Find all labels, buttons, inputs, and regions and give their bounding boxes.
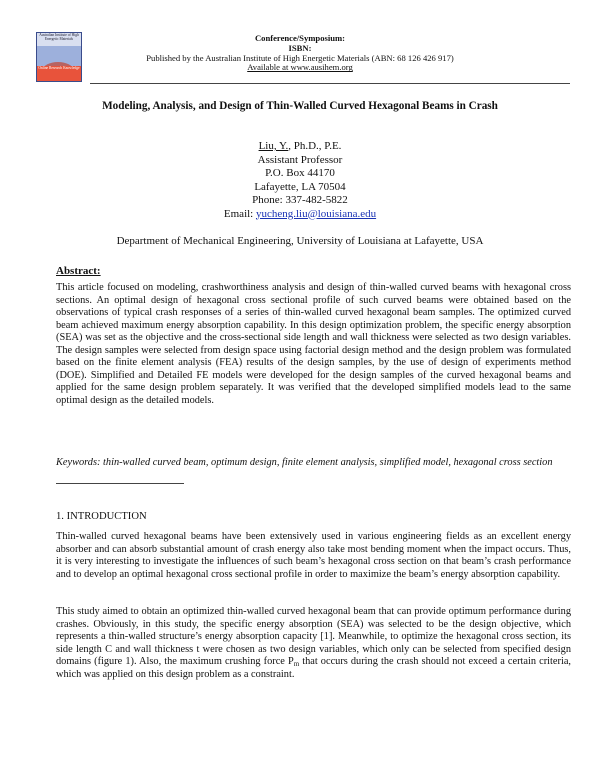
author-name-line	[0, 140, 600, 154]
abstract-heading: Abstract:	[56, 265, 101, 277]
intro-paragraph-1: Thin-walled curved hexagonal beams have been extensively used in various engineering fields as an excellent energy absorber and can absorb substantial amount of crash energy also take most bending moment when the impact occurs. Thus, it is very interesting to investigate the influences of such beam’s hexagonal cross section on that beam’s crash performance and to develop an optimal hexagonal cross sectional profile in order to maximize the beam’s energy absorption capability.	[56, 531, 571, 580]
availability-link[interactable]: Available at www.ausihem.org	[247, 62, 353, 73]
author-email-line	[0, 208, 600, 222]
section-heading-introduction: 1. INTRODUCTION	[56, 511, 147, 522]
force-subscript: m	[293, 660, 300, 668]
email-label: Email:	[223, 207, 256, 220]
logo-top-text: Australian Institute of High Energetic Materials	[37, 33, 81, 46]
author-po-box: P.O. Box 44170	[265, 167, 335, 179]
conference-label: Conference/Symposium:	[254, 33, 346, 43]
author-name: Liu, Y.	[258, 140, 289, 152]
intro-paragraph-2-end: that occurs during the crash should not exceed a certain criteria, which was applied on this design problem as a constraint.	[56, 656, 571, 680]
author-phone: Phone: 337-482-5822	[252, 194, 348, 206]
author-position: Assistant Professor	[257, 153, 343, 166]
isbn-label: ISBN:	[288, 42, 312, 53]
keywords-divider	[56, 483, 184, 484]
affiliation: Department of Mechanical Engineering, University of Louisiana at Lafayette, USA	[116, 235, 484, 247]
page-header	[0, 34, 600, 73]
author-degrees: , Ph.D., P.E.	[288, 140, 342, 152]
header-divider	[90, 83, 570, 84]
author-city: Lafayette, LA 70504	[254, 180, 346, 193]
publisher-line: Published by the Australian Institute of High Energetic Materials (ABN: 68 126 426 917)	[146, 52, 454, 63]
logo-bottom-text: Online Research Knowledge	[37, 66, 81, 81]
intro-paragraph-2-start: This study aimed to obtain an optimized thin-walled curved hexagonal beam that can provide optimum performance during crashes. Obviously, in this study, the specific energy absorption (SEA) was selected to be the design objective, which represents a thin-walled structure’s energy absorption capacity [1]. Meanwhile, to optimize the hexagonal cross section, its side length C and wall thickness t were chosen as two design variables, which only can be selected from specified design domains (figure 1). Also, the maximum crushing force P	[56, 606, 571, 667]
author-block	[0, 140, 600, 221]
intro-paragraph-2	[56, 606, 571, 681]
keywords: Keywords: thin-walled curved beam, optimum design, finite element analysis, simplified model, hexagonal cross section	[56, 457, 553, 468]
paper-title: Modeling, Analysis, and Design of Thin-Walled Curved Hexagonal Beams in Crash	[102, 100, 498, 112]
email-link[interactable]: yucheng.liu@louisiana.edu	[255, 207, 377, 220]
abstract-text: This article focused on modeling, crashworthiness analysis and design of thin-walled curved beams with hexagonal cross sections. An optimal design of hexagonal cross sectional profile of such curved beams were obtained based on the observations of typical crash responses of a series of thin-walled curved hexagonal beam samples. The optimized curved beam achieved maximum energy absorption capability. In this design optimization problem, the specific energy absorption (SEA) was set as the objective and the cross-sectional side length and wall thickness were selected as two design variables. The design samples were selected from design space using factorial design method and the design problem was formulated based on the finite element analysis (FEA) results of the design samples, by the use of design of experiments method (DOE). Simplified and Detailed FE models were developed for the design samples of the curved hexagonal beams and applied for the same design problem separately. It was verified that the developed simplified models lead to the same optimal design as the detailed models.	[56, 282, 571, 406]
